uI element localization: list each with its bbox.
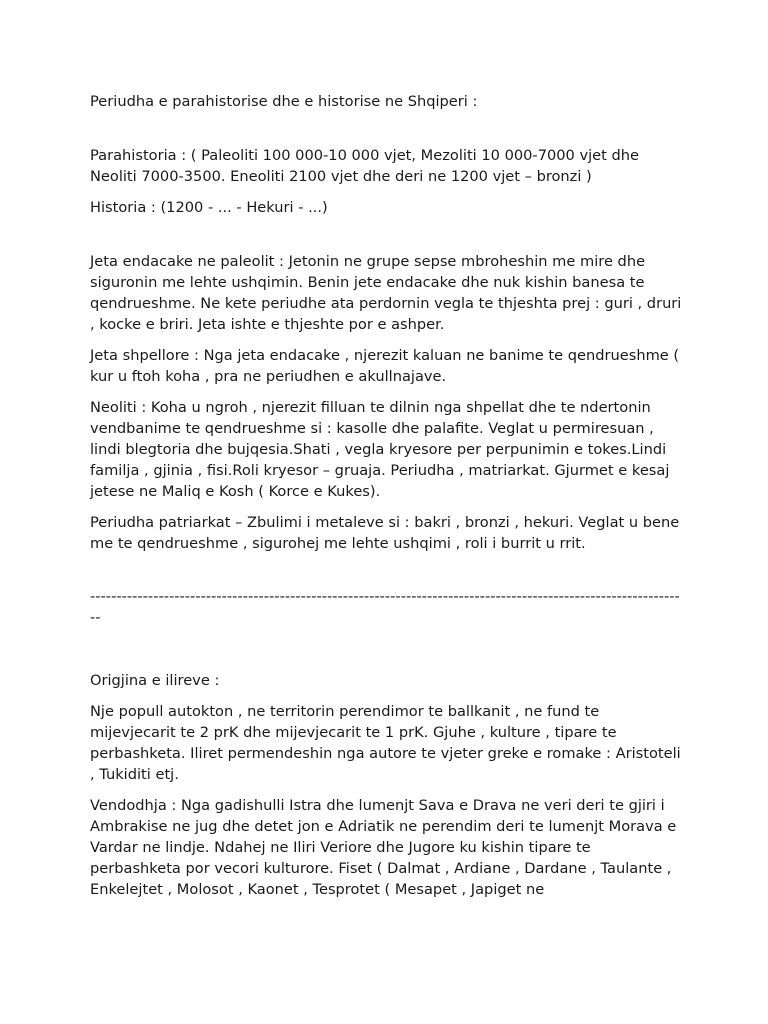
paragraph-prehistory: Parahistoria : ( Paleoliti 100 000-10 000 vjet, Mezoliti 10 000-7000 vjet dhe Neoliti 7000-3500. Eneoliti 2100 vjet dhe deri ne 1200 vjet – bronzi ) (90, 147, 639, 185)
section-heading-illyrians: Origjina e ilireve : (90, 672, 220, 689)
section-heading-prehistory: Periudha e parahistorise dhe e historise ne Shqiperi : (90, 93, 478, 110)
paragraph-illyrian-location: Vendodhja : Nga gadishulli Istra dhe lumenjt Sava e Drava ne veri deri te gjiri i Ambrakise ne jug dhe detet jon e Adriatik ne perendim deri te lumenjt Morava e Vardar ne lindje. Ndahej ne Iliri Veriore dhe Jugore ku kishin tipare te perbashketa por vecori kulturore. Fiset ( Dalmat , Ardiane , Dardane , Taulante , Enkelejtet , Molosot , Kaonet , Tesprotet ( Mesapet , Japiget ne (90, 797, 677, 898)
separator-line: ------------------------------------------------------------------------------------------------------------------ (90, 588, 680, 626)
paragraph-nomadic-life: Jeta endacake ne paleolit : Jetonin ne grupe sepse mbroheshin me mire dhe siguronin me lehte ushqimin. Benin jete endacake dhe nuk kishin banesa te qendrueshme. Ne kete periudhe ata perdornin vegla te thjeshta prej : guri , druri , kocke e briri. Jeta ishte e thjeshte por e ashper. (90, 253, 682, 333)
document-body (90, 91, 682, 900)
paragraph-neolithic: Neoliti : Koha u ngroh , njerezit filluan te dilnin nga shpellat dhe te ndertonin vendbanime te qendrueshme si : kasolle dhe palafite. Veglat u permiresuan , lindi blegtoria dhe bujqesia.Shati , vegla kryesore per perpunimin e tokes.Lindi familja , gjinia , fisi.Roli kryesor – gruaja. Periudha , matriarkat. Gjurmet e kesaj jetese ne Maliq e Kosh ( Korce e Kukes). (90, 399, 670, 500)
paragraph-cave-life: Jeta shpellore : Nga jeta endacake , njerezit kaluan ne banime te qendrueshme ( kur u ftoh koha , pra ne periudhen e akullnajave. (90, 347, 680, 385)
paragraph-illyrian-origin: Nje popull autokton , ne territorin perendimor te ballkanit , ne fund te mijevjecarit te 2 prK dhe mijevjecarit te 1 prK. Gjuhe , kulture , tipare te perbashketa. Iliret permendeshin nga autore te vjeter greke e romake : Aristoteli , Tukiditi etj. (90, 703, 681, 783)
paragraph-history: Historia : (1200 - ... - Hekuri - ...) (90, 199, 328, 216)
paragraph-patriarchy: Periudha patriarkat – Zbulimi i metaleve si : bakri , bronzi , hekuri. Veglat u bene me te qendrueshme , sigurohej me lehte ushqimi , roli i burrit u rrit. (90, 514, 680, 552)
